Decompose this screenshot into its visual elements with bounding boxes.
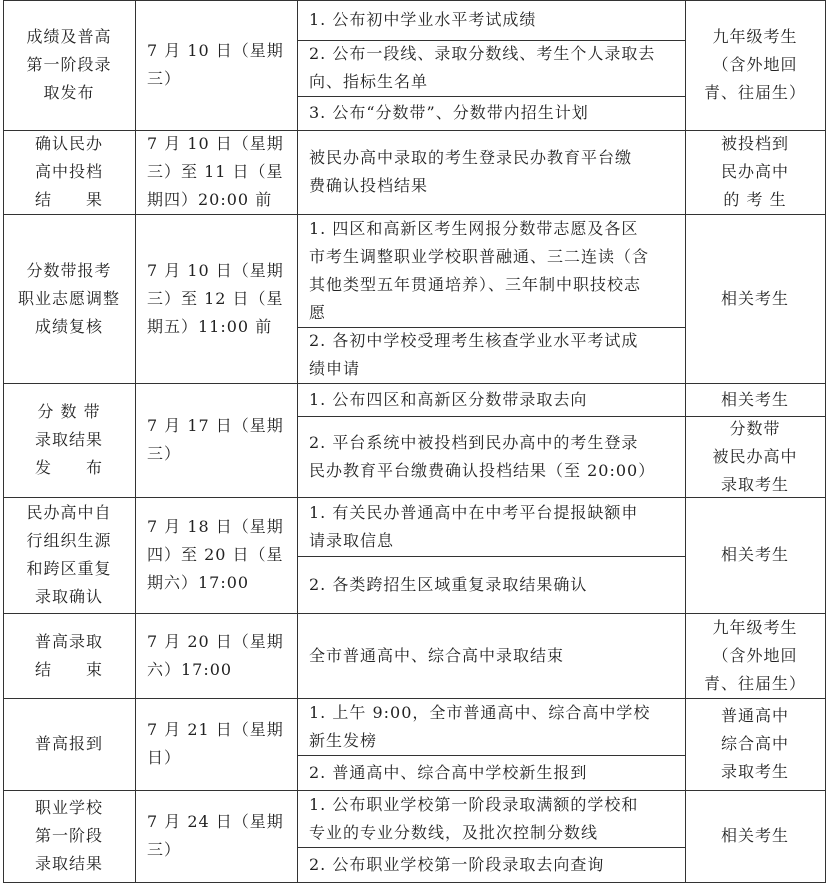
time-cell-text: 7 月 10 日（星期 三）至 12 日（星 期五）11:00 前 xyxy=(147,260,284,336)
target-cell xyxy=(685,0,825,130)
time-cell-text: 7 月 21 日（星期 日） xyxy=(147,720,284,767)
target-cell-text: 相关考生 xyxy=(720,288,789,308)
row-divider xyxy=(3,383,826,384)
content-cell xyxy=(297,40,685,96)
target-cell xyxy=(685,130,825,214)
content-cell-text: 2. 各初中学校受理考生核查学业水平考试成 绩申请 xyxy=(309,331,639,378)
column-divider xyxy=(685,0,686,883)
row-divider xyxy=(297,847,686,848)
time-cell xyxy=(135,698,297,790)
time-cell xyxy=(135,497,297,613)
target-cell-text: 相关考生 xyxy=(720,826,789,845)
target-cell xyxy=(685,383,825,416)
target-cell-text: 九年级考生 （含外地回 青、往届生） xyxy=(703,617,806,693)
target-cell-text: 普通高中 综合高中 录取考生 xyxy=(720,706,789,781)
stage-cell-text: 职业学校 第一阶段 录取结果 xyxy=(34,798,103,873)
stage-cell xyxy=(3,613,135,698)
time-cell xyxy=(135,790,297,882)
target-cell xyxy=(685,613,825,698)
stage-cell xyxy=(3,698,135,790)
column-divider xyxy=(825,0,826,883)
content-cell xyxy=(297,847,685,882)
content-cell-text: 2. 普通高中、综合高中学校新生报到 xyxy=(309,762,588,782)
target-cell xyxy=(685,790,825,882)
content-cell xyxy=(297,790,685,847)
row-divider xyxy=(297,96,686,97)
stage-cell-text: 确认民办 高中投档 结 果 xyxy=(34,134,103,209)
content-cell xyxy=(297,556,685,613)
content-cell xyxy=(297,497,685,556)
content-cell-text: 1. 有关民办普通高中在中考平台提报缺额申 请录取信息 xyxy=(309,502,639,550)
row-divider xyxy=(3,497,826,498)
row-divider xyxy=(297,755,686,756)
target-cell-text: 分数带 被民办高中 录取考生 xyxy=(712,418,798,494)
time-cell-text: 7 月 18 日（星期 四）至 20 日（星 期六）17:00 xyxy=(147,517,284,592)
time-cell-text: 7 月 10 日（星期 三） xyxy=(147,41,284,88)
content-cell-text: 3. 公布“分数带”、分数带内招生计划 xyxy=(309,103,589,122)
content-cell xyxy=(297,0,685,40)
row-divider xyxy=(3,790,826,791)
content-cell-text: 1. 公布职业学校第一阶段录取满额的学校和 专业的专业分数线，及批次控制分数线 xyxy=(309,794,639,842)
content-cell-text: 1. 四区和高新区考生网报分数带志愿及各区 市考生调整职业学校职普融通、三二连读（含 其他类型五年贯通培养）、三年制中职技校志 愿 xyxy=(309,218,650,322)
content-cell xyxy=(297,383,685,416)
stage-cell xyxy=(3,214,135,383)
content-cell-text: 2. 平台系统中被投档到民办高中的考生登录 民办教育平台缴费确认投档结果（至 20:00） xyxy=(309,432,656,480)
content-cell xyxy=(297,416,685,497)
content-cell-text: 2. 公布职业学校第一阶段录取去向查询 xyxy=(309,854,605,874)
stage-cell-text: 分 数 带 录取结果 发 布 xyxy=(34,402,103,477)
content-cell-text: 1. 公布四区和高新区分数带录取去向 xyxy=(309,389,588,409)
stage-cell-text: 分数带报考 职业志愿调整 成绩复核 xyxy=(17,260,120,336)
target-cell xyxy=(685,416,825,497)
stage-cell-text: 成绩及普高 第一阶段录 取发布 xyxy=(26,27,112,102)
content-cell xyxy=(297,130,685,214)
stage-cell-text: 普高录取 结 束 xyxy=(34,631,103,679)
content-cell-text: 1. 公布初中学业水平考试成绩 xyxy=(309,10,537,29)
row-divider xyxy=(3,698,826,699)
content-cell-text: 被民办高中录取的考生登录民办教育平台缴 费确认投档结果 xyxy=(309,148,633,195)
column-divider xyxy=(3,0,4,883)
target-cell xyxy=(685,698,825,790)
content-cell-text: 全市普通高中、综合高中录取结束 xyxy=(309,645,565,665)
content-cell-text: 2. 各类跨招生区域重复录取结果确认 xyxy=(309,574,588,594)
target-cell-text: 被投档到 民办高中 的 考 生 xyxy=(720,134,789,209)
content-cell xyxy=(297,755,685,790)
target-cell-text: 相关考生 xyxy=(720,389,789,409)
column-divider xyxy=(297,0,298,883)
row-divider xyxy=(3,882,826,883)
target-cell xyxy=(685,497,825,613)
target-cell xyxy=(685,214,825,383)
row-divider xyxy=(297,40,686,41)
stage-cell-text: 普高报到 xyxy=(34,734,103,753)
row-divider xyxy=(3,613,826,614)
row-divider xyxy=(297,327,686,328)
time-cell-text: 7 月 24 日（星期 三） xyxy=(147,812,284,859)
content-cell xyxy=(297,698,685,755)
time-cell-text: 7 月 10 日（星期 三）至 11 日（星 期四）20:00 前 xyxy=(147,134,284,209)
content-cell xyxy=(297,613,685,698)
column-divider xyxy=(135,0,136,883)
content-cell-text: 1. 上午 9:00，全市普通高中、综合高中学校 新生发榜 xyxy=(309,702,651,750)
row-divider xyxy=(3,214,826,215)
row-divider xyxy=(297,416,686,417)
time-cell-text: 7 月 17 日（星期 三） xyxy=(147,416,284,463)
row-divider xyxy=(3,130,826,131)
stage-cell xyxy=(3,0,135,130)
row-divider xyxy=(685,416,826,417)
time-cell xyxy=(135,613,297,698)
content-cell-text: 2. 公布一段线、录取分数线、考生个人录取去 向、指标生名单 xyxy=(309,44,656,91)
content-cell xyxy=(297,96,685,130)
stage-cell-text: 民办高中自 行组织生源 和跨区重复 录取确认 xyxy=(26,503,112,606)
schedule-table xyxy=(3,0,825,882)
target-cell-text: 九年级考生 （含外地回 青、往届生） xyxy=(703,27,806,102)
stage-cell xyxy=(3,383,135,497)
stage-cell xyxy=(3,790,135,882)
row-divider xyxy=(297,556,686,557)
content-cell xyxy=(297,214,685,327)
stage-cell xyxy=(3,130,135,214)
row-divider xyxy=(3,0,826,1)
stage-cell xyxy=(3,497,135,613)
time-cell xyxy=(135,130,297,214)
target-cell-text: 相关考生 xyxy=(720,545,789,564)
time-cell-text: 7 月 20 日（星期 六）17:00 xyxy=(147,631,284,679)
content-cell xyxy=(297,327,685,383)
time-cell xyxy=(135,214,297,383)
time-cell xyxy=(135,383,297,497)
time-cell xyxy=(135,0,297,130)
